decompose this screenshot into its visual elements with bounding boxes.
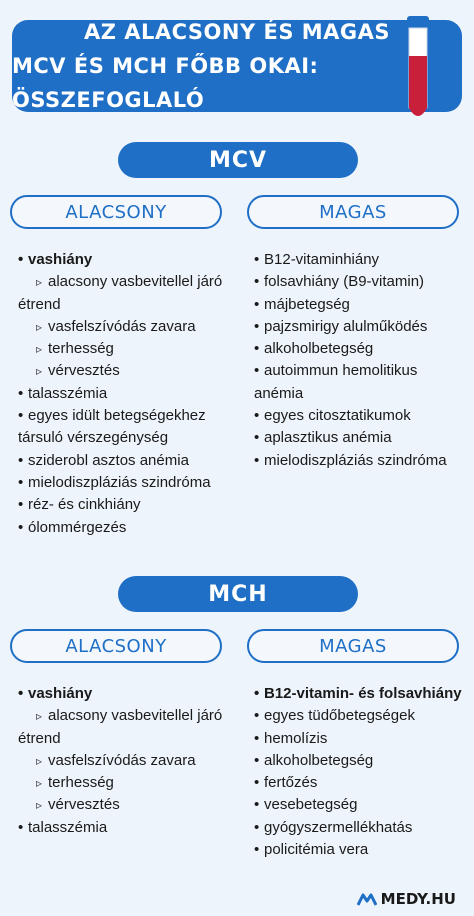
list-item: ▹ vasfelszívódás zavara — [18, 750, 222, 772]
list-item: • májbetegség — [254, 294, 447, 316]
list-item: anémia — [254, 384, 304, 402]
title-line-1: AZ ALACSONY ÉS MAGAS — [83, 20, 391, 44]
list-item: • alkoholbetegség — [254, 750, 462, 772]
mch-heading: MCH — [118, 576, 358, 612]
list-item: • aplasztikus anémia — [254, 427, 447, 449]
list-item: • fertőzés — [254, 772, 462, 794]
list-item: ▹ vasfelszívódás zavara — [18, 316, 222, 338]
list-item: • hemolízis — [254, 728, 462, 750]
list-item: • policitémia vera — [254, 839, 462, 861]
mcv-low-list — [18, 249, 222, 539]
list-item: • gyógyszermellékhatás — [254, 817, 462, 839]
list-item: • vashiány — [18, 249, 222, 271]
mcv-low-label: ALACSONY — [10, 195, 222, 229]
list-item: • egyes tüdőbetegségek — [254, 705, 462, 727]
list-item: • talasszémia — [18, 383, 222, 405]
mcv-high-list — [254, 249, 447, 472]
list-item: • mielodiszpláziás szindróma — [18, 472, 222, 494]
list-item: • talasszémia — [18, 817, 222, 839]
list-item: • folsavhiány (B9-vitamin) — [254, 271, 447, 293]
list-item: ▹ vérvesztés — [18, 360, 222, 382]
mch-low-list — [18, 683, 222, 839]
title-line-2: MCV ÉS MCH FŐBB OKAI: ÖSSZEFOGLALÓ — [12, 54, 319, 112]
medy-logo — [357, 890, 456, 908]
medy-logo-icon — [357, 892, 377, 906]
list-item: • pajzsmirigy alulműködés — [254, 316, 447, 338]
mcv-heading: MCV — [118, 142, 358, 178]
list-item: • mielodiszpláziás szindróma — [254, 450, 447, 472]
list-item: ▹ alacsony vasbevitellel járó — [18, 705, 222, 727]
list-item: • réz- és cinkhiány — [18, 494, 222, 516]
list-item: • B12-vitaminhiány — [254, 249, 447, 271]
list-item: ▹ alacsony vasbevitellel járó — [18, 271, 222, 293]
list-item: ▹ terhesség — [18, 338, 222, 360]
list-item: étrend — [18, 295, 61, 313]
list-item: • ólommérgezés — [18, 517, 222, 539]
title-banner — [12, 20, 462, 112]
list-item: • egyes citosztatikumok — [254, 405, 447, 427]
list-item: • vashiány — [18, 683, 222, 705]
mcv-high-label: MAGAS — [247, 195, 459, 229]
list-item: társuló vérszegénység — [18, 429, 169, 447]
list-item: • egyes idült betegségekhez — [18, 405, 222, 427]
blood-tube-icon — [404, 16, 432, 120]
list-item: ▹ vérvesztés — [18, 794, 222, 816]
list-item: • B12-vitamin- és folsavhiány — [254, 683, 462, 705]
mch-high-list — [254, 683, 462, 861]
list-item: • sziderobl asztos anémia — [18, 450, 222, 472]
list-item: • autoimmun hemolitikus — [254, 360, 447, 382]
list-item: ▹ terhesség — [18, 772, 222, 794]
list-item: • alkoholbetegség — [254, 338, 447, 360]
list-item: • vesebetegség — [254, 794, 462, 816]
list-item: étrend — [18, 729, 61, 747]
mch-low-label: ALACSONY — [10, 629, 222, 663]
mch-high-label: MAGAS — [247, 629, 459, 663]
logo-text: MEDY.HU — [380, 890, 456, 908]
